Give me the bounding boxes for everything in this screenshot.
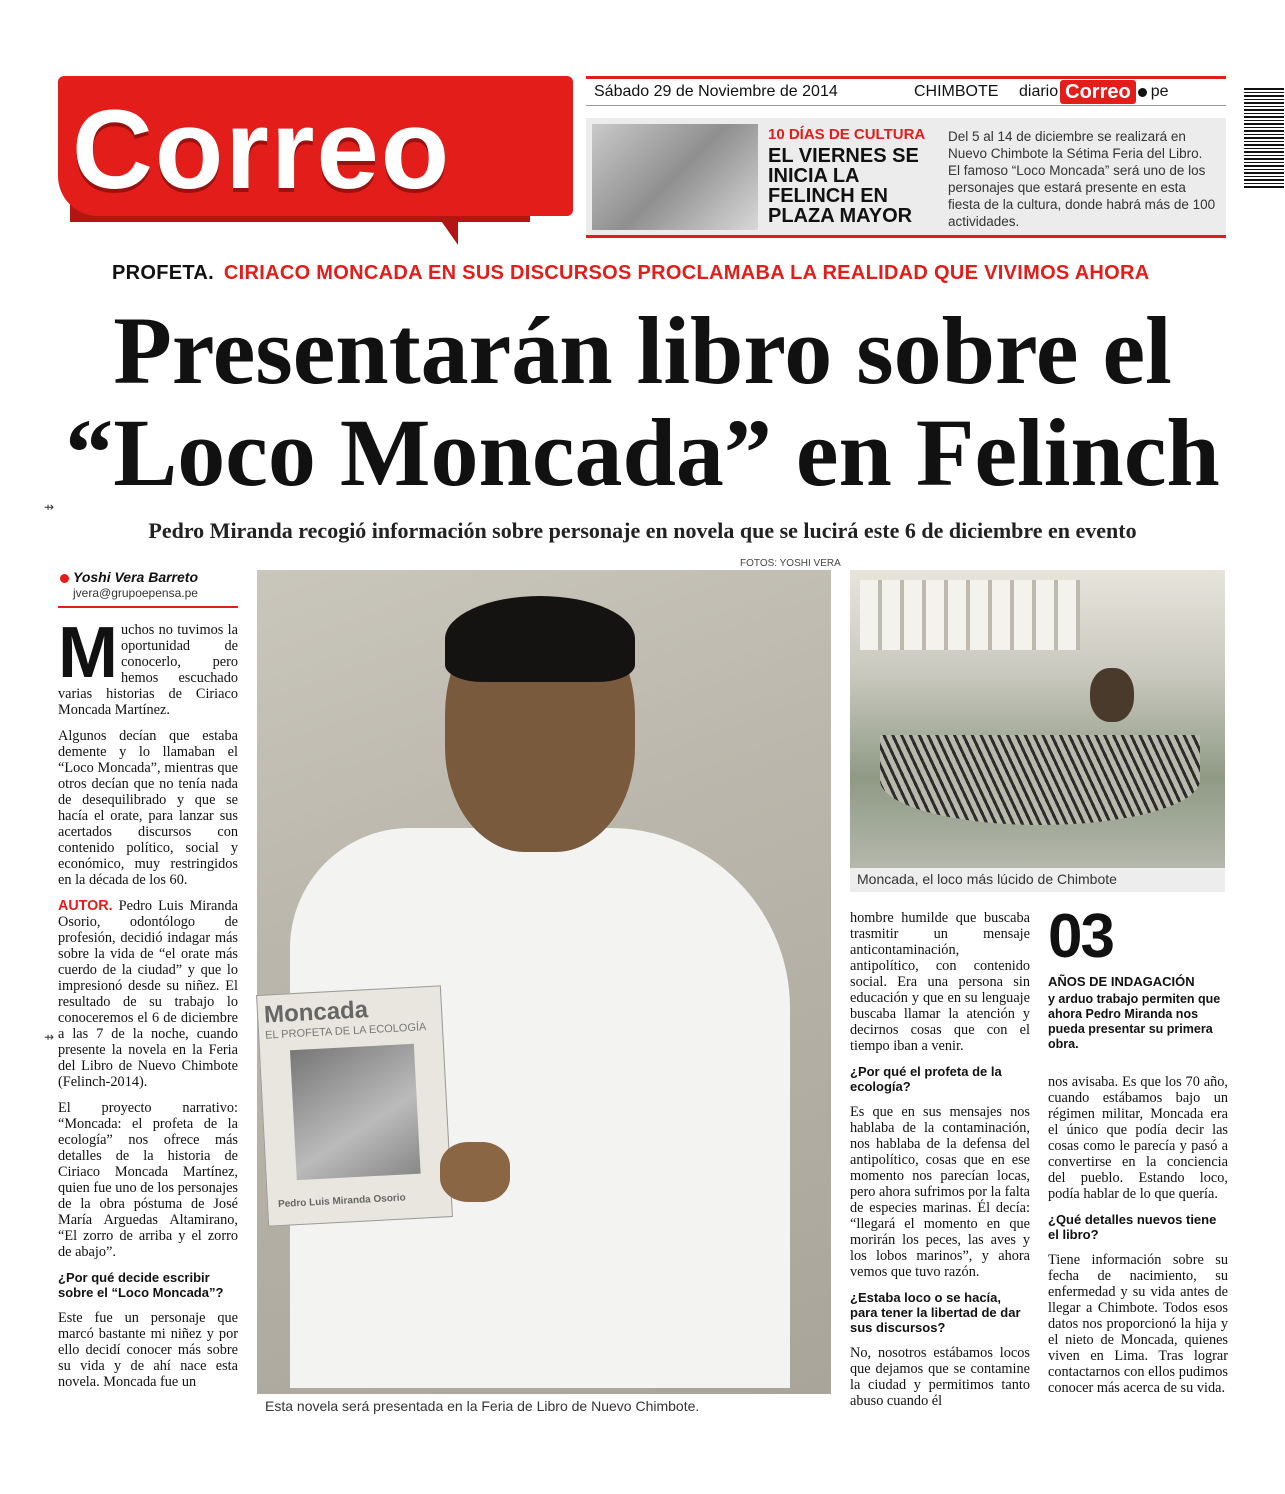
book-author: Pedro Luis Miranda Osorio bbox=[277, 1192, 406, 1211]
dot-icon bbox=[1138, 88, 1147, 97]
site-prefix: diario bbox=[1019, 83, 1059, 100]
stat-description: y arduo trabajo permiten que ahora Pedro Miranda nos pueda presentar su primera obra. bbox=[1048, 992, 1221, 1051]
book-title: Moncada bbox=[263, 996, 369, 1029]
paragraph-text: uchos no tuvimos la oportunidad de conocerlo, pero hemos escuchado varias historias de Ciriaco Moncada Martínez. bbox=[58, 622, 238, 718]
issue-date: Sábado 29 de Noviembre de 2014 bbox=[594, 83, 838, 100]
site-name-badge: Correo bbox=[1060, 80, 1136, 104]
trim-mark-icon: ⇸ bbox=[44, 1030, 55, 1044]
book-subtitle: EL PROFETA DE LA ECOLOGÍA bbox=[264, 1021, 427, 1042]
side-photo-figure bbox=[1090, 668, 1134, 722]
article-column-3 bbox=[1048, 1074, 1228, 1406]
photo-hand bbox=[440, 1142, 510, 1202]
interview-answer: No, nosotros estábamos locos que dejamos que se contamine la ciudad y permitimos tanto abuso cuando él bbox=[850, 1345, 1030, 1409]
issue-city: CHIMBOTE bbox=[914, 83, 999, 100]
interview-question: ¿Qué detalles nuevos tiene el libro? bbox=[1048, 1212, 1217, 1242]
promo-headline: EL VIERNES SE INICIA LA FELINCH EN PLAZA MAYOR bbox=[768, 145, 919, 227]
paragraph-text: Pedro Luis Miranda Osorio, odontólogo de profesión, decidió indagar más sobre la vida de “el orate más cuerdo de la ciudad” y que lo impresionó desde su niñez. El resultado de su trabajo lo conoceremos el 6 de diciembre a las 7 de la noche, cuando presente la novela en la Feria del Libro de Nuevo Chimbote (Felinch-2014). bbox=[58, 898, 239, 1090]
masthead-topbar bbox=[586, 76, 1226, 106]
book-cover-image bbox=[290, 1044, 421, 1180]
side-photo-caption: Moncada, el loco más lúcido de Chimbote bbox=[857, 871, 1117, 887]
stat-number: 03 bbox=[1048, 902, 1113, 971]
interview-question: ¿Por qué decide escribir sobre el “Loco Moncada”? bbox=[58, 1270, 224, 1300]
barcode-icon bbox=[1244, 88, 1284, 188]
main-photo-caption: Esta novela será presentada en la Feria de Libro de Nuevo Chimbote. bbox=[265, 1398, 700, 1414]
article-column-2 bbox=[850, 910, 1030, 1419]
interview-answer: Es que en sus mensajes nos hablaba de la contaminación, nos hablaba de la defensa del antipolítico, cosas que en ese momento nos parecían locas, pero ahora sufrimos por la falta de especies marinas. Él decía: “llegará el momento en que morirán los peces, las aves y los lobos marinos”, y ahora vemos que tuvo razón. bbox=[850, 1104, 1030, 1280]
article-subhead: Pedro Miranda recogió información sobre personaje en novela que se lucirá este 6 de diciembre en evento bbox=[148, 518, 1137, 543]
interview-answer: Tiene información sobre su fecha de nacimiento, su enfermedad y su vida antes de llegar a Chimbote. Todos esos datos nos proporcionó la hija y el nieto de Moncada, quienes viven en Lima. Tras lograr contactarnos con ellos pudimos conocer más acerca de su vida. bbox=[1048, 1252, 1228, 1396]
kicker bbox=[112, 262, 1150, 285]
book-cover bbox=[256, 985, 453, 1226]
drop-cap: M bbox=[58, 613, 118, 693]
paragraph: nos avisaba. Es que los 70 año, cuando estábamos bajo un régimen militar, Moncada era el único que podía decir las cosas como le parecía y pasó a convertirse en la conciencia del pueblo. Estando loco, podía hablar de lo que quería. bbox=[1048, 1074, 1228, 1202]
interview-answer: Este fue un personaje que marcó bastante mi niñez y por ello decidí conocer más sobre su vida y de ahí nace esta novela. Moncada fue un bbox=[58, 1310, 238, 1390]
side-photo-hammock bbox=[880, 735, 1200, 825]
paragraph: Algunos decían que estaba demente y lo llamaban el “Loco Moncada”, mientras que otros decían que no tenía nada de desequilibrado y que se hacía el orate, para lanzar sus acertados discursos con contenido político, social y económico, muy restringidos en la década de los 60. bbox=[58, 728, 238, 888]
masthead-logo-text: Correo bbox=[72, 87, 452, 212]
photo-figure-hair bbox=[445, 596, 635, 682]
trim-mark-icon: ⇸ bbox=[44, 500, 55, 514]
stat-label: AÑOS DE INDAGACIÓN bbox=[1048, 974, 1195, 989]
bullet-icon bbox=[60, 574, 69, 583]
byline-divider bbox=[58, 606, 238, 608]
paragraph bbox=[58, 898, 238, 1090]
promo-photo bbox=[592, 124, 758, 230]
section-label: AUTOR. bbox=[58, 898, 113, 914]
photo-credit: FOTOS: YOSHI VERA bbox=[740, 558, 841, 569]
paragraph: hombre humilde que buscaba trasmitir un mensaje anticontaminación, antipolítico, con contenido social. Era una persona sin educación y que en su lenguaje buscaba llamar la atención y decirnos cosas que con el tiempo iban a venir. bbox=[850, 910, 1030, 1054]
site-url[interactable] bbox=[1019, 80, 1169, 104]
kicker-label: PROFETA. bbox=[112, 262, 215, 284]
interview-question: ¿Por qué el profeta de la ecología? bbox=[850, 1064, 1002, 1094]
kicker-text: CIRIACO MONCADA EN SUS DISCURSOS PROCLAMABA LA REALIDAD QUE VIVIMOS AHORA bbox=[223, 262, 1150, 284]
interview-question: ¿Estaba loco o se hacía, para tener la libertad de dar sus discursos? bbox=[850, 1290, 1021, 1335]
paragraph bbox=[58, 613, 238, 718]
paragraph: El proyecto narrativo: “Moncada: el profeta de la ecología” nos ofrece más detalles de la historia de Ciriaco Moncada Martínez, quien fue uno de los personajes de la obra póstuma de José María Arguedas Altamirano, “El zorro de arriba y el zorro de abajo”. bbox=[58, 1100, 238, 1260]
byline-name: Yoshi Vera Barreto bbox=[73, 569, 199, 585]
promo-text: Del 5 al 14 de diciembre se realizará en Nuevo Chimbote la Sétima Feria del Libro. El famoso “Loco Moncada” será uno de los personajes que estará presente en esta fiesta de la cultura, donde habrá más de 100 actividades. bbox=[948, 129, 1216, 229]
promo-kicker: 10 DÍAS DE CULTURA bbox=[768, 126, 926, 143]
site-suffix: pe bbox=[1150, 83, 1169, 100]
byline-email[interactable]: jvera@grupoepensa.pe bbox=[73, 586, 198, 600]
article-column-1 bbox=[58, 613, 239, 1400]
side-photo-building bbox=[860, 580, 1080, 650]
article-headline: Presentarán libro sobre el “Loco Moncada” en Felinch bbox=[65, 297, 1220, 506]
